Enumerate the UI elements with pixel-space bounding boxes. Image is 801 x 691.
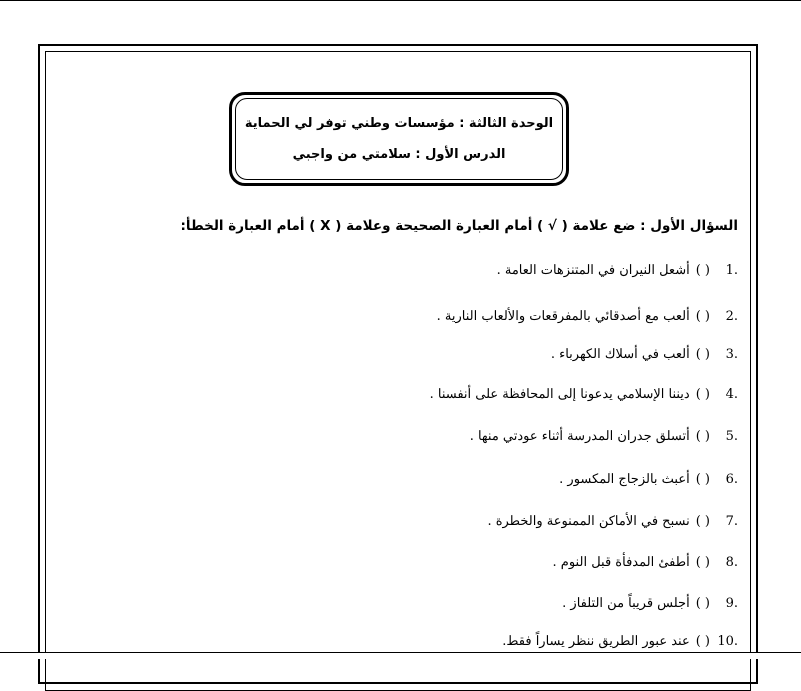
page-bottom-edge — [0, 652, 801, 653]
item-number: .8 — [725, 555, 738, 570]
list-item — [553, 555, 738, 571]
title-box — [235, 98, 563, 180]
answer-blank[interactable]: ( ) — [695, 596, 710, 611]
page-top-edge — [0, 0, 801, 1]
answer-blank[interactable]: ( ) — [695, 429, 710, 444]
answer-blank[interactable]: ( ) — [695, 347, 710, 362]
item-number: .5 — [725, 429, 738, 444]
list-item — [430, 387, 738, 403]
answer-blank[interactable]: ( ) — [695, 263, 710, 278]
answer-blank[interactable]: ( ) — [695, 472, 710, 487]
answer-blank[interactable]: ( ) — [695, 387, 710, 402]
answer-blank[interactable]: ( ) — [695, 514, 710, 529]
lesson-title: الدرس الأول : سلامتي من واجبي — [292, 147, 506, 162]
list-item — [487, 514, 738, 530]
item-number: .10 — [717, 634, 738, 649]
item-text: أعبث بالزجاج المكسور . — [559, 472, 690, 487]
list-item — [551, 347, 738, 363]
list-item — [497, 263, 738, 279]
question-heading: السؤال الأول : ضع علامة ( √ ) أمام العبارة الصحيحة وعلامة ( X ) أمام العبارة الخطأ: — [180, 218, 738, 234]
item-text: نسبح في الأماكن الممنوعة والخطرة . — [487, 514, 690, 529]
list-item — [437, 309, 738, 325]
item-number: .2 — [725, 309, 738, 324]
item-text: ألعب في أسلاك الكهرباء . — [550, 347, 690, 362]
item-number: .3 — [725, 347, 738, 362]
item-text: عند عبور الطريق ننظر يساراً فقط. — [502, 634, 690, 649]
item-number: .4 — [725, 387, 738, 402]
page-bottom-mask — [0, 652, 801, 659]
item-text: ديننا الإسلامي يدعونا إلى المحافظة على أنفسنا . — [429, 387, 690, 402]
item-text: ألعب مع أصدقائي بالمفرقعات والألعاب النارية . — [436, 309, 690, 324]
list-item — [502, 634, 738, 650]
item-text: أشعل النيران في المتنزهات العامة . — [496, 263, 690, 278]
item-number: .6 — [725, 472, 738, 487]
list-item — [470, 429, 738, 445]
answer-blank[interactable]: ( ) — [695, 634, 710, 649]
answer-blank[interactable]: ( ) — [695, 555, 710, 570]
item-number: .7 — [725, 514, 738, 529]
item-text: أطفئ المدفأة قبل النوم . — [552, 555, 690, 570]
item-text: أتسلق جدران المدرسة أثناء عودتي منها . — [469, 429, 690, 444]
answer-blank[interactable]: ( ) — [695, 309, 710, 324]
list-item — [562, 596, 738, 612]
list-item — [559, 472, 738, 488]
item-text: أجلس قريباً من التلفاز . — [562, 596, 690, 611]
item-number: .1 — [725, 263, 738, 278]
item-number: .9 — [725, 596, 738, 611]
unit-title: الوحدة الثالثة : مؤسسات وطني توفر لي الحماية — [244, 116, 554, 131]
